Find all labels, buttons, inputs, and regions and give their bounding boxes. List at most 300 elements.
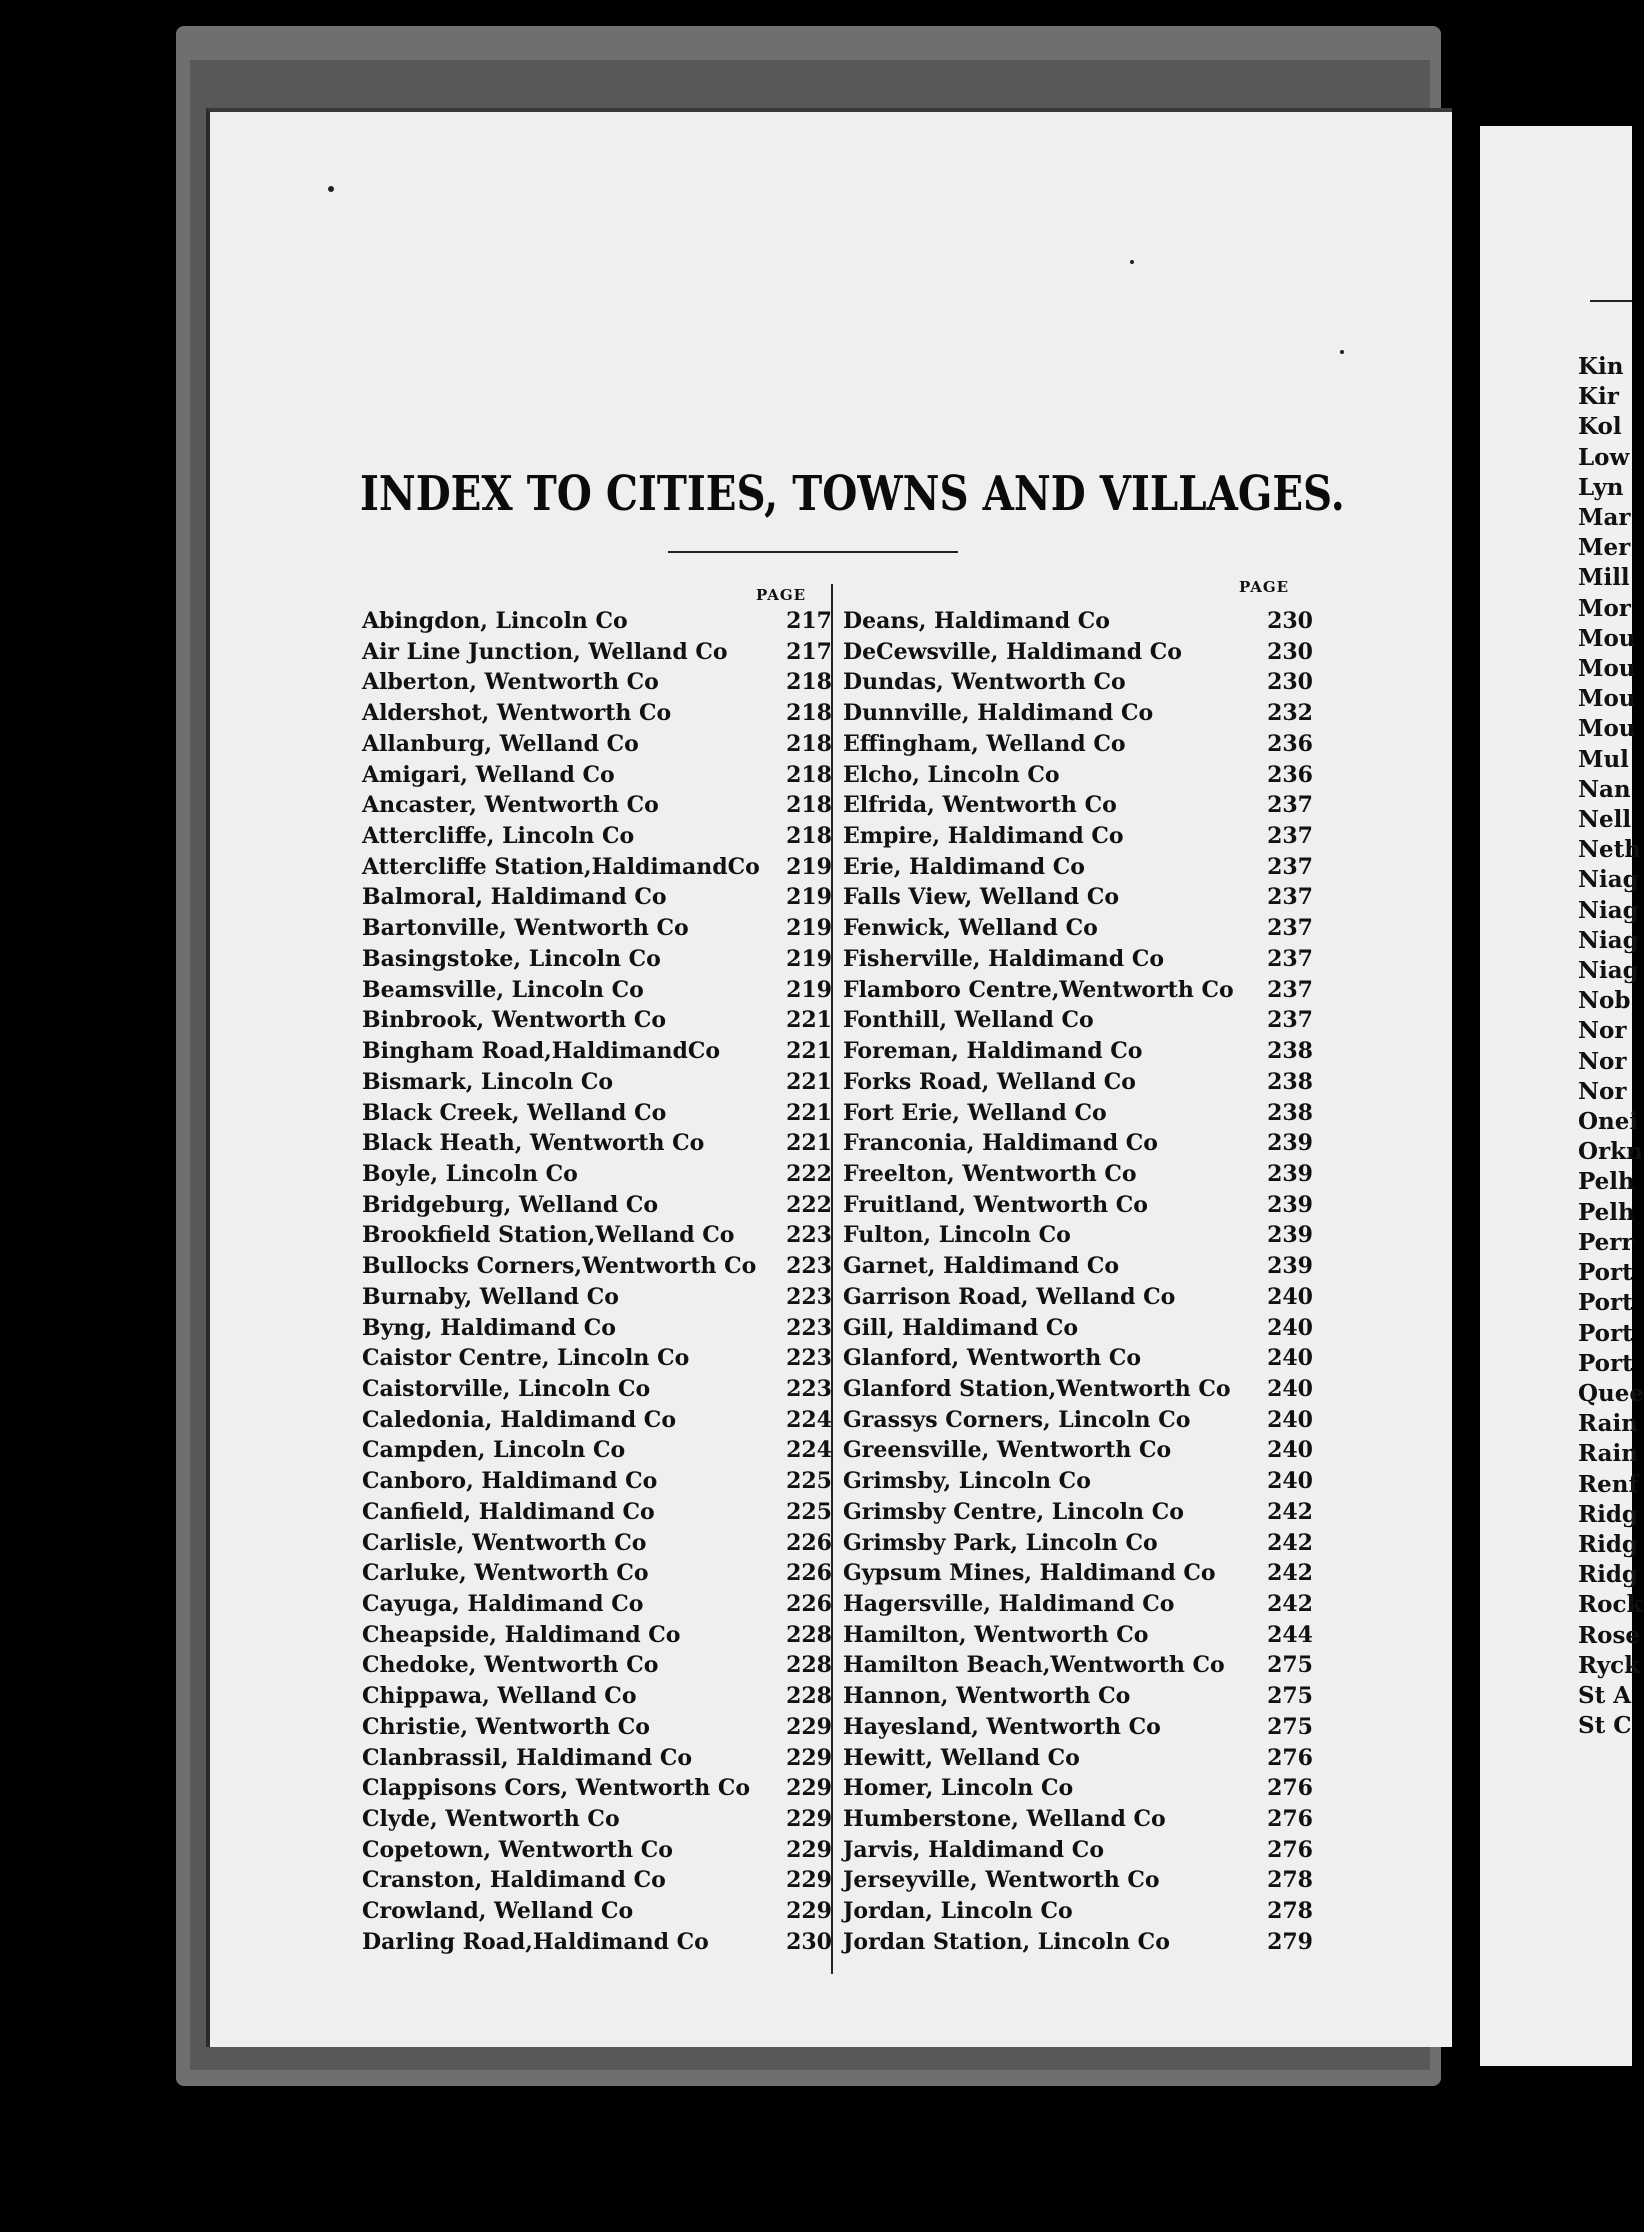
index-entry — [362, 1220, 832, 1251]
facing-page-entry: Onei — [1578, 1108, 1639, 1136]
page-number: 224 — [786, 1437, 832, 1464]
place-name: Attercliffe, Lincoln Co — [362, 823, 635, 850]
page-number: 240 — [1267, 1283, 1313, 1310]
facing-page-entry: Mou — [1578, 715, 1636, 743]
page-number: 230 — [1267, 608, 1313, 634]
index-entry — [843, 1743, 1313, 1774]
facing-page-entry: St A — [1578, 1681, 1632, 1709]
index-entry — [362, 1865, 832, 1896]
page-number: 218 — [786, 700, 832, 727]
place-name: Caistorville, Lincoln Co — [362, 1375, 651, 1402]
place-name: Forks Road, Welland Co — [843, 1068, 1136, 1095]
place-name: Effingham, Welland Co — [843, 730, 1126, 757]
place-name: Aldershot, Wentworth Co — [362, 700, 672, 727]
place-name: Crowland, Welland Co — [362, 1898, 634, 1925]
place-name: Bismark, Lincoln Co — [362, 1068, 614, 1095]
index-entry — [843, 852, 1313, 883]
place-name: Attercliffe Station,HaldimandCo — [362, 853, 760, 880]
page-number: 225 — [786, 1498, 832, 1525]
place-name: Fonthill, Welland Co — [843, 1007, 1094, 1034]
page-number: 229 — [786, 1744, 832, 1771]
index-entry — [362, 1589, 832, 1620]
page-number: 239 — [1267, 1222, 1313, 1249]
index-entry — [362, 1528, 832, 1559]
page-number: 240 — [1267, 1314, 1313, 1341]
index-column-right — [843, 606, 1313, 1958]
page-column-header-right: PAGE — [1239, 578, 1290, 596]
place-name: Burnaby, Welland Co — [362, 1283, 619, 1310]
index-entry — [362, 1835, 832, 1866]
page-number: 275 — [1267, 1683, 1313, 1710]
page-number: 226 — [786, 1591, 832, 1617]
index-entry — [362, 913, 832, 944]
page-number: 237 — [1267, 792, 1313, 819]
place-name: Cheapside, Haldimand Co — [362, 1621, 681, 1648]
place-name: Freelton, Wentworth Co — [843, 1160, 1137, 1187]
place-name: Fort Erie, Welland Co — [843, 1099, 1107, 1126]
index-entry — [843, 1927, 1313, 1958]
index-entry — [843, 1528, 1313, 1559]
index-entry — [843, 913, 1313, 944]
page-number: 223 — [786, 1314, 832, 1341]
page-number: 229 — [786, 1806, 832, 1833]
print-speck — [328, 186, 334, 192]
facing-page-entry: Quee — [1578, 1379, 1644, 1407]
place-name: Franconia, Haldimand Co — [843, 1130, 1158, 1157]
place-name: Glanford, Wentworth Co — [843, 1345, 1142, 1372]
place-name: Canfield, Haldimand Co — [362, 1498, 655, 1525]
page-number: 240 — [1267, 1345, 1313, 1372]
facing-page-entry: Mou — [1578, 685, 1636, 713]
page-number: 218 — [786, 823, 832, 850]
page-number: 218 — [786, 730, 832, 757]
facing-page-rule — [1590, 300, 1632, 302]
page-number: 240 — [1267, 1406, 1313, 1433]
page-number: 221 — [786, 1038, 832, 1065]
place-name: Gill, Haldimand Co — [843, 1314, 1079, 1341]
place-name: Caistor Centre, Lincoln Co — [362, 1345, 690, 1372]
index-entry — [362, 852, 832, 883]
place-name: Brookfield Station,Welland Co — [362, 1222, 735, 1249]
index-entry — [362, 1098, 832, 1129]
print-speck — [1340, 350, 1344, 354]
facing-page-entry: Port — [1578, 1259, 1633, 1287]
index-entry — [843, 1343, 1313, 1374]
facing-page-entry: Nan — [1578, 775, 1631, 803]
index-entry — [843, 1251, 1313, 1282]
index-entry — [362, 637, 832, 668]
place-name: Jarvis, Haldimand Co — [843, 1836, 1104, 1863]
facing-page-entry: Ridg — [1578, 1561, 1639, 1589]
place-name: Beamsville, Lincoln Co — [362, 976, 644, 1003]
page-number: 239 — [1267, 1253, 1313, 1280]
page-number: 221 — [786, 1068, 832, 1095]
index-entry — [362, 729, 832, 760]
page-number: 223 — [786, 1283, 832, 1310]
index-entry — [843, 821, 1313, 852]
place-name: Grimsby Park, Lincoln Co — [843, 1529, 1158, 1556]
page-number: 237 — [1267, 976, 1313, 1003]
index-entry — [362, 1497, 832, 1528]
index-entry — [843, 606, 1313, 637]
page-number: 237 — [1267, 945, 1313, 972]
place-name: Campden, Lincoln Co — [362, 1437, 626, 1464]
page-number: 223 — [786, 1222, 832, 1249]
page-number: 217 — [786, 638, 832, 665]
index-entry — [843, 1374, 1313, 1405]
place-name: Bingham Road,HaldimandCo — [362, 1038, 721, 1065]
place-name: Air Line Junction, Welland Co — [362, 638, 728, 665]
page-number: 237 — [1267, 853, 1313, 880]
index-entry — [843, 790, 1313, 821]
index-entry — [843, 1558, 1313, 1589]
place-name: Clyde, Wentworth Co — [362, 1806, 620, 1833]
place-name: Ancaster, Wentworth Co — [362, 792, 659, 819]
place-name: Black Creek, Welland Co — [362, 1099, 667, 1126]
index-entry — [362, 1927, 832, 1958]
facing-page-entry: Mou — [1578, 655, 1636, 683]
page-number: 276 — [1267, 1836, 1313, 1863]
place-name: Alberton, Wentworth Co — [362, 669, 659, 696]
index-entry — [362, 1681, 832, 1712]
place-name: Jerseyville, Wentworth Co — [843, 1867, 1160, 1894]
page-number: 230 — [1267, 638, 1313, 665]
index-entry — [362, 821, 832, 852]
index-entry — [362, 1313, 832, 1344]
place-name: Dundas, Wentworth Co — [843, 669, 1126, 696]
facing-page-entry: Kir — [1578, 383, 1619, 411]
place-name: Hamilton, Wentworth Co — [843, 1621, 1149, 1648]
page-number: 218 — [786, 761, 832, 788]
index-entry — [362, 1466, 832, 1497]
page-number: 226 — [786, 1560, 832, 1587]
title-rule — [668, 551, 958, 553]
index-entry — [843, 1128, 1313, 1159]
place-name: Binbrook, Wentworth Co — [362, 1007, 667, 1034]
place-name: Carlisle, Wentworth Co — [362, 1529, 647, 1556]
facing-page-entry: Nell — [1578, 806, 1632, 834]
facing-page-entry: Port — [1578, 1319, 1633, 1347]
facing-page-entry: Renf — [1578, 1470, 1639, 1498]
index-entry — [362, 1558, 832, 1589]
index-entry — [362, 1251, 832, 1282]
page-number: 221 — [786, 1130, 832, 1157]
place-name: Cayuga, Haldimand Co — [362, 1591, 644, 1617]
place-name: Black Heath, Wentworth Co — [362, 1130, 705, 1157]
place-name: Christie, Wentworth Co — [362, 1713, 650, 1740]
index-entry — [362, 944, 832, 975]
place-name: Bartonville, Wentworth Co — [362, 915, 689, 942]
page-column-header-left: PAGE — [756, 586, 807, 604]
page-number: 219 — [786, 976, 832, 1003]
index-entry — [362, 1282, 832, 1313]
index-entry — [843, 1036, 1313, 1067]
facing-page-entry: Ridg — [1578, 1500, 1639, 1528]
place-name: Byng, Haldimand Co — [362, 1314, 616, 1341]
place-name: Grimsby Centre, Lincoln Co — [843, 1498, 1184, 1525]
facing-page-entry: Nor — [1578, 1017, 1627, 1045]
place-name: Dunnville, Haldimand Co — [843, 700, 1154, 727]
page-number: 229 — [786, 1836, 832, 1863]
index-entry — [843, 1220, 1313, 1251]
page-number: 218 — [786, 669, 832, 696]
index-entry — [843, 729, 1313, 760]
page-number: 242 — [1267, 1591, 1313, 1617]
page-number: 221 — [786, 1099, 832, 1126]
page-number: 240 — [1267, 1437, 1313, 1464]
index-entry — [362, 1159, 832, 1190]
index-entry — [362, 1405, 832, 1436]
facing-page-entry: Mar — [1578, 504, 1631, 532]
facing-page-entry: Niag — [1578, 896, 1639, 924]
page-number: 228 — [786, 1652, 832, 1679]
place-name: Jordan Station, Lincoln Co — [843, 1928, 1170, 1955]
place-name: Falls View, Welland Co — [843, 884, 1120, 911]
index-entry — [843, 975, 1313, 1006]
page-number: 275 — [1267, 1652, 1313, 1679]
page-number: 276 — [1267, 1744, 1313, 1771]
facing-page-entry: St C — [1578, 1712, 1632, 1740]
place-name: Fruitland, Wentworth Co — [843, 1191, 1148, 1218]
page-number: 238 — [1267, 1099, 1313, 1126]
index-entry — [843, 1497, 1313, 1528]
index-entry — [843, 1466, 1313, 1497]
page-number: 237 — [1267, 1007, 1313, 1034]
page-number: 237 — [1267, 823, 1313, 850]
page-number: 219 — [786, 945, 832, 972]
place-name: Bridgeburg, Welland Co — [362, 1191, 659, 1218]
index-entry — [843, 760, 1313, 791]
page-number: 219 — [786, 853, 832, 880]
place-name: Fulton, Lincoln Co — [843, 1222, 1071, 1249]
place-name: Humberstone, Welland Co — [843, 1806, 1166, 1833]
place-name: Foreman, Haldimand Co — [843, 1038, 1143, 1065]
place-name: Darling Road,Haldimand Co — [362, 1928, 709, 1955]
facing-page-entry: Pelh — [1578, 1198, 1635, 1226]
place-name: Fenwick, Welland Co — [843, 915, 1098, 942]
page-number: 229 — [786, 1713, 832, 1740]
index-entry — [843, 1773, 1313, 1804]
place-name: Empire, Haldimand Co — [843, 823, 1124, 850]
facing-page-entry: Rock — [1578, 1591, 1643, 1619]
page-number: 239 — [1267, 1160, 1313, 1187]
index-entry — [843, 1282, 1313, 1313]
page-number: 226 — [786, 1529, 832, 1556]
index-entry — [843, 1589, 1313, 1620]
index-entry — [843, 667, 1313, 698]
facing-page-entry: Port — [1578, 1289, 1633, 1317]
index-entry — [362, 1374, 832, 1405]
facing-page-entry: Perr — [1578, 1228, 1634, 1256]
index-entry — [843, 698, 1313, 729]
facing-page-entry: Rain — [1578, 1440, 1639, 1468]
page-number: 236 — [1267, 730, 1313, 757]
index-entry — [843, 1865, 1313, 1896]
index-entry — [843, 1804, 1313, 1835]
place-name: Basingstoke, Lincoln Co — [362, 945, 661, 972]
index-entry — [843, 1190, 1313, 1221]
place-name: Garrison Road, Welland Co — [843, 1283, 1176, 1310]
page-number: 222 — [786, 1191, 832, 1218]
place-name: Hamilton Beach,Wentworth Co — [843, 1652, 1225, 1679]
place-name: Hayesland, Wentworth Co — [843, 1713, 1161, 1740]
index-entry — [362, 698, 832, 729]
index-entry — [843, 882, 1313, 913]
place-name: Hagersville, Haldimand Co — [843, 1591, 1175, 1617]
index-entry — [362, 975, 832, 1006]
index-entry — [362, 1067, 832, 1098]
facing-page-entry: Mill — [1578, 564, 1630, 592]
facing-page-entry: Pelh — [1578, 1168, 1635, 1196]
index-entry — [362, 1896, 832, 1927]
page-number: 225 — [786, 1468, 832, 1495]
page-number: 229 — [786, 1867, 832, 1894]
page-number: 239 — [1267, 1191, 1313, 1218]
page-number: 217 — [786, 608, 832, 634]
page-number: 275 — [1267, 1713, 1313, 1740]
place-name: Copetown, Wentworth Co — [362, 1836, 673, 1863]
place-name: Homer, Lincoln Co — [843, 1775, 1074, 1802]
index-entry — [843, 1313, 1313, 1344]
page-number: 238 — [1267, 1038, 1313, 1065]
place-name: Clanbrassil, Haldimand Co — [362, 1744, 693, 1771]
place-name: Allanburg, Welland Co — [362, 730, 639, 757]
page-number: 236 — [1267, 761, 1313, 788]
print-speck — [1130, 260, 1134, 264]
facing-page-entry: Kin — [1578, 353, 1624, 380]
facing-page-entry: Rain — [1578, 1410, 1639, 1438]
place-name: Garnet, Haldimand Co — [843, 1253, 1119, 1280]
page-number: 219 — [786, 915, 832, 942]
facing-page-entry: Mou — [1578, 624, 1636, 652]
place-name: Hannon, Wentworth Co — [843, 1683, 1131, 1710]
facing-page-entry: Kol — [1578, 413, 1622, 441]
page-number: 237 — [1267, 884, 1313, 911]
page-number: 278 — [1267, 1867, 1313, 1894]
place-name: Chedoke, Wentworth Co — [362, 1652, 659, 1679]
facing-page-entry: Lyn — [1578, 473, 1624, 501]
page-number: 242 — [1267, 1529, 1313, 1556]
place-name: Deans, Haldimand Co — [843, 608, 1110, 634]
page-number: 239 — [1267, 1130, 1313, 1157]
page-number: 224 — [786, 1406, 832, 1433]
index-entry — [843, 637, 1313, 668]
facing-page-entry: Neth — [1578, 836, 1642, 864]
place-name: Boyle, Lincoln Co — [362, 1160, 578, 1187]
index-entry — [843, 1896, 1313, 1927]
index-entry — [843, 1835, 1313, 1866]
facing-page-entry: Nob — [1578, 987, 1631, 1015]
place-name: Abingdon, Lincoln Co — [362, 608, 628, 634]
index-entry — [843, 1005, 1313, 1036]
place-name: Carluke, Wentworth Co — [362, 1560, 649, 1587]
index-entry — [362, 1005, 832, 1036]
place-name: Gypsum Mines, Haldimand Co — [843, 1560, 1216, 1587]
place-name: Jordan, Lincoln Co — [843, 1898, 1073, 1925]
index-entry — [843, 1159, 1313, 1190]
facing-page-entry: Mor — [1578, 594, 1631, 622]
page-number: 276 — [1267, 1806, 1313, 1833]
facing-page-entry: Mer — [1578, 534, 1631, 562]
facing-page-entry: Port — [1578, 1349, 1633, 1377]
facing-page-entry: Niag — [1578, 926, 1639, 954]
place-name: Chippawa, Welland Co — [362, 1683, 637, 1710]
index-entry — [362, 1435, 832, 1466]
index-entry — [362, 1620, 832, 1651]
page-number: 240 — [1267, 1375, 1313, 1402]
page-number: 237 — [1267, 915, 1313, 942]
page-number: 232 — [1267, 700, 1313, 727]
page-number: 223 — [786, 1253, 832, 1280]
page-number: 228 — [786, 1683, 832, 1710]
page-number: 238 — [1267, 1068, 1313, 1095]
facing-page-entry: Ryck — [1578, 1651, 1641, 1679]
index-entry — [362, 1128, 832, 1159]
page-number: 219 — [786, 884, 832, 911]
facing-page-entry: Niag — [1578, 957, 1639, 985]
index-entry — [843, 1098, 1313, 1129]
page-number: 230 — [786, 1928, 832, 1955]
index-entry — [843, 1650, 1313, 1681]
facing-page-entry: Niag — [1578, 866, 1639, 894]
index-entry — [843, 1620, 1313, 1651]
place-name: Caledonia, Haldimand Co — [362, 1406, 676, 1433]
place-name: Grimsby, Lincoln Co — [843, 1468, 1091, 1495]
facing-page-entry: Orkn — [1578, 1138, 1643, 1166]
index-entry — [843, 1067, 1313, 1098]
page-number: 240 — [1267, 1468, 1313, 1495]
facing-page-entries — [1578, 352, 1644, 1741]
page-number: 229 — [786, 1775, 832, 1802]
page-number: 223 — [786, 1375, 832, 1402]
place-name: Bullocks Corners,Wentworth Co — [362, 1253, 757, 1280]
place-name: Grassys Corners, Lincoln Co — [843, 1406, 1191, 1433]
index-entry — [362, 1343, 832, 1374]
page-number: 242 — [1267, 1498, 1313, 1525]
page-number: 279 — [1267, 1928, 1313, 1955]
index-entry — [362, 1773, 832, 1804]
place-name: Elfrida, Wentworth Co — [843, 792, 1117, 819]
page-number: 228 — [786, 1621, 832, 1648]
index-column-left — [362, 606, 832, 1958]
place-name: Hewitt, Welland Co — [843, 1744, 1080, 1771]
page-number: 244 — [1267, 1621, 1313, 1648]
page-number: 222 — [786, 1160, 832, 1187]
index-entry — [843, 944, 1313, 975]
place-name: DeCewsville, Haldimand Co — [843, 638, 1182, 665]
index-entry — [843, 1681, 1313, 1712]
index-entry — [362, 760, 832, 791]
place-name: Clappisons Cors, Wentworth Co — [362, 1775, 751, 1802]
index-entry — [843, 1712, 1313, 1743]
place-name: Erie, Haldimand Co — [843, 853, 1085, 880]
page-number: 230 — [1267, 669, 1313, 696]
page-number: 278 — [1267, 1898, 1313, 1925]
page-title: INDEX TO CITIES, TOWNS AND VILLAGES. — [360, 466, 1345, 522]
place-name: Greensville, Wentworth Co — [843, 1437, 1172, 1464]
index-entry — [362, 1804, 832, 1835]
facing-page-entry: Ridg — [1578, 1530, 1639, 1558]
index-entry — [362, 606, 832, 637]
index-entry — [843, 1405, 1313, 1436]
index-entry — [362, 1650, 832, 1681]
page-number: 276 — [1267, 1775, 1313, 1802]
place-name: Glanford Station,Wentworth Co — [843, 1375, 1231, 1402]
place-name: Balmoral, Haldimand Co — [362, 884, 667, 911]
place-name: Amigari, Welland Co — [362, 761, 615, 788]
index-entry — [362, 1712, 832, 1743]
facing-page-entry: Rose — [1578, 1621, 1641, 1649]
